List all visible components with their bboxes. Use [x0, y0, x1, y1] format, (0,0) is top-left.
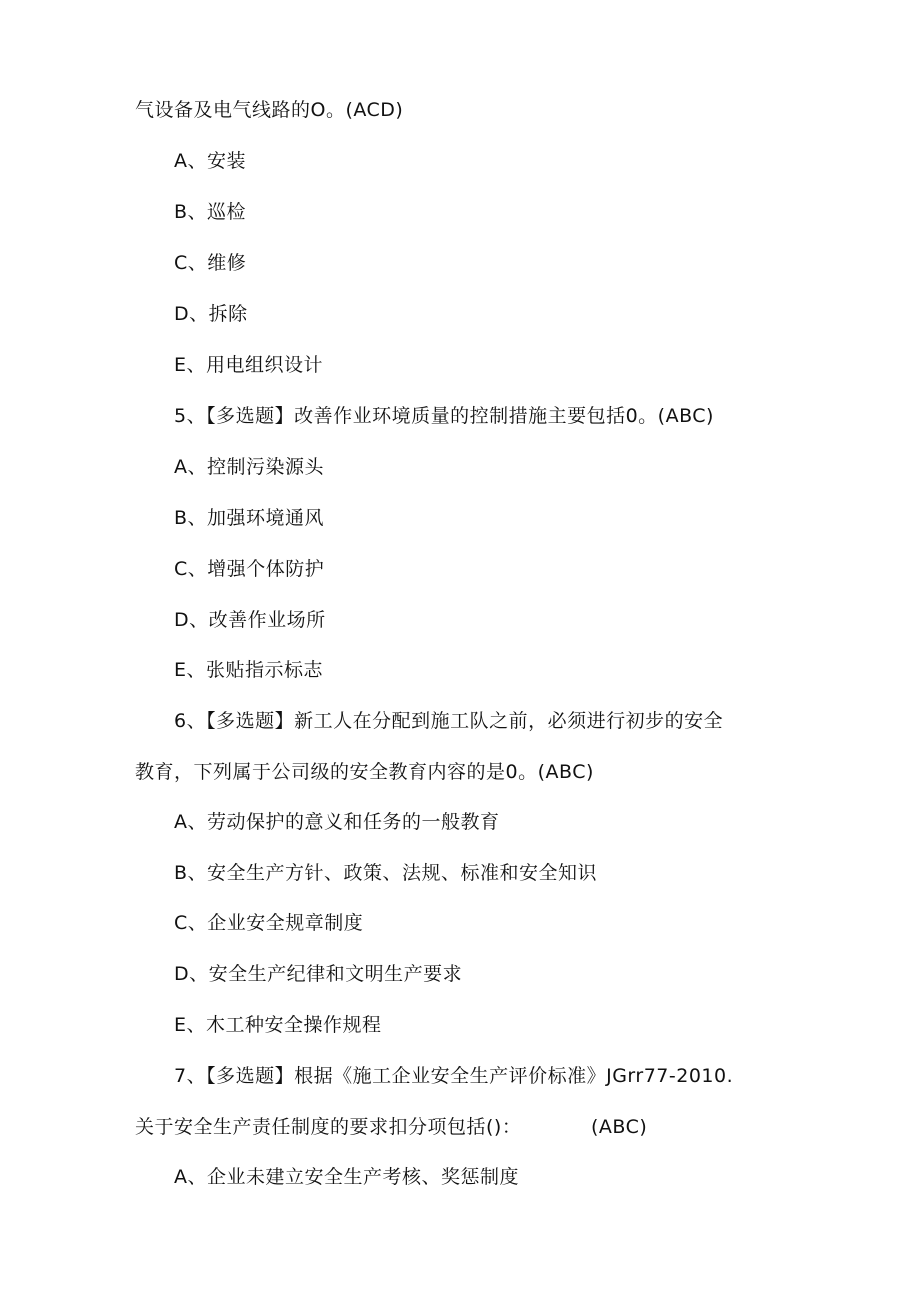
q5-option-a: A、控制污染源头 — [174, 456, 324, 478]
q4-option-a: A、安装 — [174, 150, 246, 172]
q6-continuation: 教育，下列属于公司级的安全教育内容的是0。(ABC) — [135, 761, 594, 783]
q4-option-c: C、维修 — [174, 252, 247, 274]
q5-option-c: C、增强个体防护 — [174, 558, 325, 580]
q7-continuation: 关于安全生产责任制度的要求扣分项包括()： — [135, 1116, 522, 1138]
q5-option-d: D、改善作业场所 — [174, 609, 326, 631]
q6-question: 6、【多选题】新工人在分配到施工队之前，必须进行初步的安全 — [174, 710, 724, 732]
q4-option-d: D、拆除 — [174, 303, 248, 325]
q4-option-b: B、巡检 — [174, 201, 247, 223]
q6-option-b: B、安全生产方针、政策、法规、标准和安全知识 — [174, 862, 598, 884]
q7-question: 7、【多选题】根据《施工企业安全生产评价标准》JGrr77-2010. — [174, 1065, 734, 1087]
q5-option-b: B、加强环境通风 — [174, 507, 325, 529]
q7-answer: (ABC) — [591, 1116, 648, 1138]
q7-option-a: A、企业未建立安全生产考核、奖惩制度 — [174, 1166, 519, 1188]
q4-option-e: E、用电组织设计 — [174, 354, 324, 376]
q6-option-c: C、企业安全规章制度 — [174, 912, 364, 934]
q6-option-e: E、木工种安全操作规程 — [174, 1014, 382, 1036]
q4-continuation: 气设备及电气线路的O。(ACD) — [135, 99, 404, 121]
q6-option-a: A、劳动保护的意义和任务的一般教育 — [174, 811, 500, 833]
q6-option-d: D、安全生产纪律和文明生产要求 — [174, 963, 463, 985]
q5-question: 5、【多选题】改善作业环境质量的控制措施主要包括0。(ABC) — [174, 405, 714, 427]
q5-option-e: E、张贴指示标志 — [174, 659, 324, 681]
